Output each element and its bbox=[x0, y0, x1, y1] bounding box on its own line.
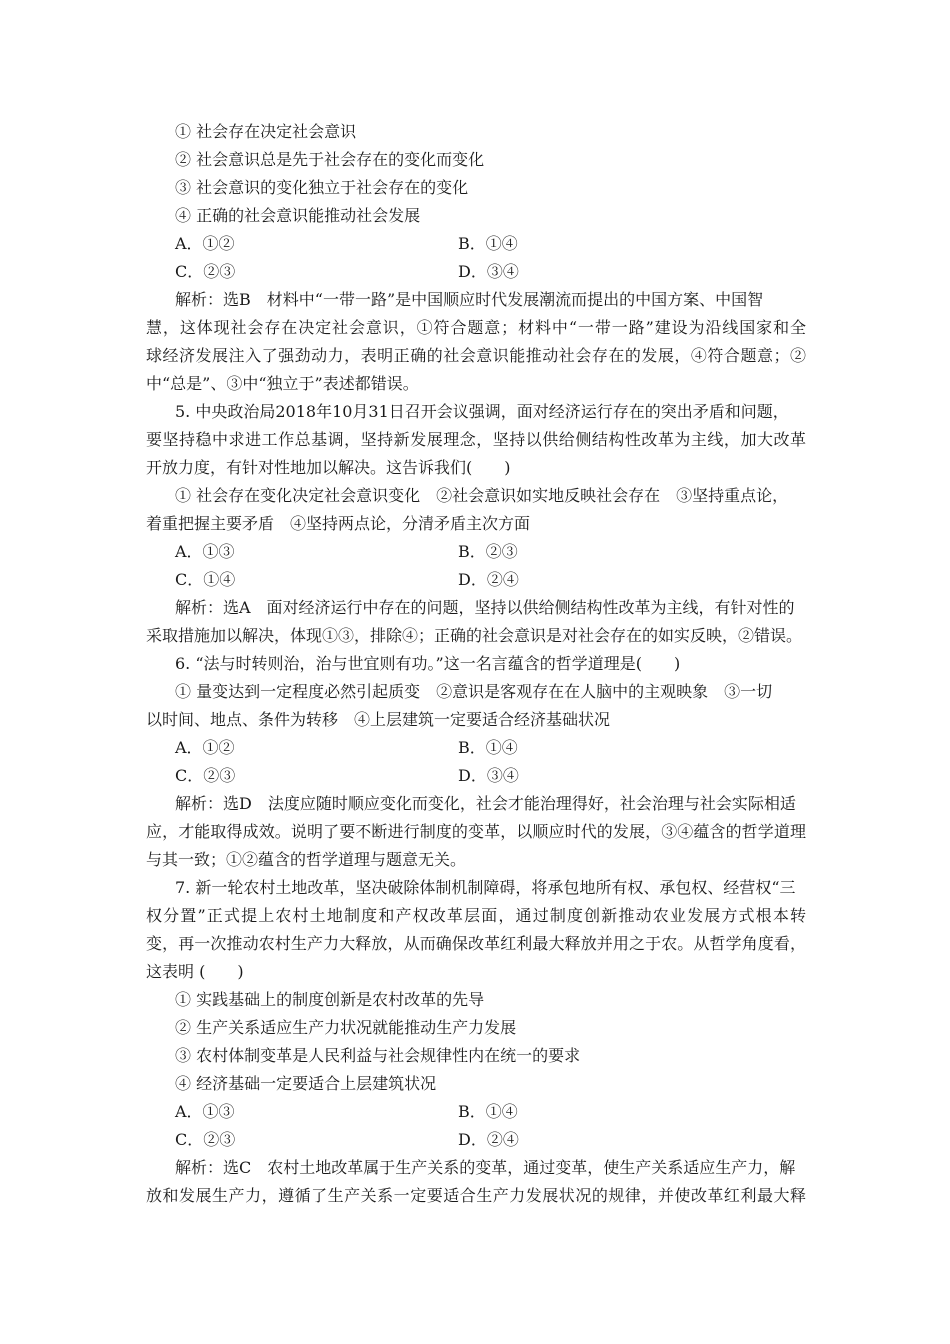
q6-analysis-line-3: 与其一致；①②蕴含的哲学道理与题意无关。 bbox=[146, 850, 467, 869]
q6-analysis-line-1: 解析：选D 法度应随时顺应变化而变化，社会才能治理得好，社会治理与社会实际相适 bbox=[175, 794, 796, 813]
q5-stem-line-2: 要坚持稳中求进工作总基调，坚持新发展理念，坚持以供给侧结构性改革为主线，加大改革 bbox=[146, 430, 806, 449]
q7-item-1: ① 实践基础上的制度创新是农村改革的先导 bbox=[175, 990, 485, 1009]
q6-items-line-2: 以时间、地点、条件为转移 ④上层建筑一定要适合经济基础状况 bbox=[146, 710, 611, 729]
q7-analysis-line-2: 放和发展生产力，遵循了生产关系一定要适合生产力发展状况的规律，并使改革红利最大释 bbox=[146, 1186, 806, 1205]
q4-option-c: C．②③ bbox=[175, 262, 236, 281]
q6-option-b: B．①④ bbox=[458, 738, 518, 757]
q7-option-b: B．①④ bbox=[458, 1102, 518, 1121]
q6-stem: 6. “法与时转则治，治与世宜则有功。”这一名言蕴含的哲学道理是( ) bbox=[175, 654, 681, 673]
q7-option-a: A．①③ bbox=[175, 1102, 235, 1121]
q6-option-d: D．③④ bbox=[458, 766, 519, 785]
q4-item-2: ② 社会意识总是先于社会存在的变化而变化 bbox=[175, 150, 485, 169]
q7-stem-line-1: 7. 新一轮农村土地改革，坚决破除体制机制障碍，将承包地所有权、承包权、经营权“三 bbox=[175, 878, 796, 897]
q4-analysis-line-4: 中“总是”、③中“独立于”表述都错误。 bbox=[146, 374, 419, 393]
q6-option-a: A．①② bbox=[175, 738, 235, 757]
q5-items-line-2: 着重把握主要矛盾 ④坚持两点论，分清矛盾主次方面 bbox=[146, 514, 531, 533]
q5-stem-line-1: 5. 中央政治局2018年10月31日召开会议强调，面对经济运行存在的突出矛盾和问题， bbox=[175, 402, 789, 421]
q4-item-3: ③ 社会意识的变化独立于社会存在的变化 bbox=[175, 178, 469, 197]
q4-item-1: ① 社会存在决定社会意识 bbox=[175, 122, 357, 141]
q5-analysis-line-1: 解析：选A 面对经济运行中存在的问题，坚持以供给侧结构性改革为主线，有针对性的 bbox=[175, 598, 795, 617]
q4-option-d: D．③④ bbox=[458, 262, 519, 281]
q5-option-b: B．②③ bbox=[458, 542, 518, 561]
q4-analysis-line-1: 解析：选B 材料中“一带一路”是中国顺应时代发展潮流而提出的中国方案、中国智 bbox=[175, 290, 764, 309]
q6-option-c: C．②③ bbox=[175, 766, 236, 785]
q7-option-c: C．②③ bbox=[175, 1130, 236, 1149]
q5-stem-line-3: 开放力度，有针对性地加以解决。这告诉我们( ) bbox=[146, 458, 511, 477]
q4-option-a: A．①② bbox=[175, 234, 235, 253]
q4-analysis-line-3: 球经济发展注入了强劲动力，表明正确的社会意识能推动社会存在的发展，④符合题意；② bbox=[146, 346, 806, 365]
q6-items-line-1: ① 量变达到一定程度必然引起质变 ②意识是客观存在在人脑中的主观映象 ③一切 bbox=[175, 682, 773, 701]
q4-analysis-line-2: 慧，这体现社会存在决定社会意识，①符合题意；材料中“一带一路”建设为沿线国家和全 bbox=[146, 318, 806, 337]
q5-option-d: D．②④ bbox=[458, 570, 519, 589]
q7-item-4: ④ 经济基础一定要适合上层建筑状况 bbox=[175, 1074, 437, 1093]
q4-option-b: B．①④ bbox=[458, 234, 518, 253]
q7-stem-line-2: 权分置”正式提上农村土地制度和产权改革层面，通过制度创新推动农业发展方式根本转 bbox=[146, 906, 806, 925]
q5-option-a: A．①③ bbox=[175, 542, 235, 561]
q7-option-d: D．②④ bbox=[458, 1130, 519, 1149]
q7-stem-line-4: 这表明 ( ) bbox=[146, 962, 244, 981]
q7-item-3: ③ 农村体制变革是人民利益与社会规律性内在统一的要求 bbox=[175, 1046, 581, 1065]
q6-analysis-line-2: 应，才能取得成效。说明了要不断进行制度的变革，以顺应时代的发展，③④蕴含的哲学道理 bbox=[146, 822, 806, 841]
q5-option-c: C．①④ bbox=[175, 570, 236, 589]
q7-stem-line-3: 变，再一次推动农村生产力大释放，从而确保改革红利最大释放并用之于农。从哲学角度看， bbox=[146, 934, 806, 953]
q5-analysis-line-2: 采取措施加以解决，体现①③，排除④；正确的社会意识是对社会存在的如实反映，②错误。 bbox=[146, 626, 803, 645]
q4-item-4: ④ 正确的社会意识能推动社会发展 bbox=[175, 206, 421, 225]
q7-item-2: ② 生产关系适应生产力状况就能推动生产力发展 bbox=[175, 1018, 517, 1037]
q7-analysis-line-1: 解析：选C 农村土地改革属于生产关系的变革，通过变革，使生产关系适应生产力，解 bbox=[175, 1158, 796, 1177]
q5-items-line-1: ① 社会存在变化决定社会意识变化 ②社会意识如实地反映社会存在 ③坚持重点论， bbox=[175, 486, 789, 505]
